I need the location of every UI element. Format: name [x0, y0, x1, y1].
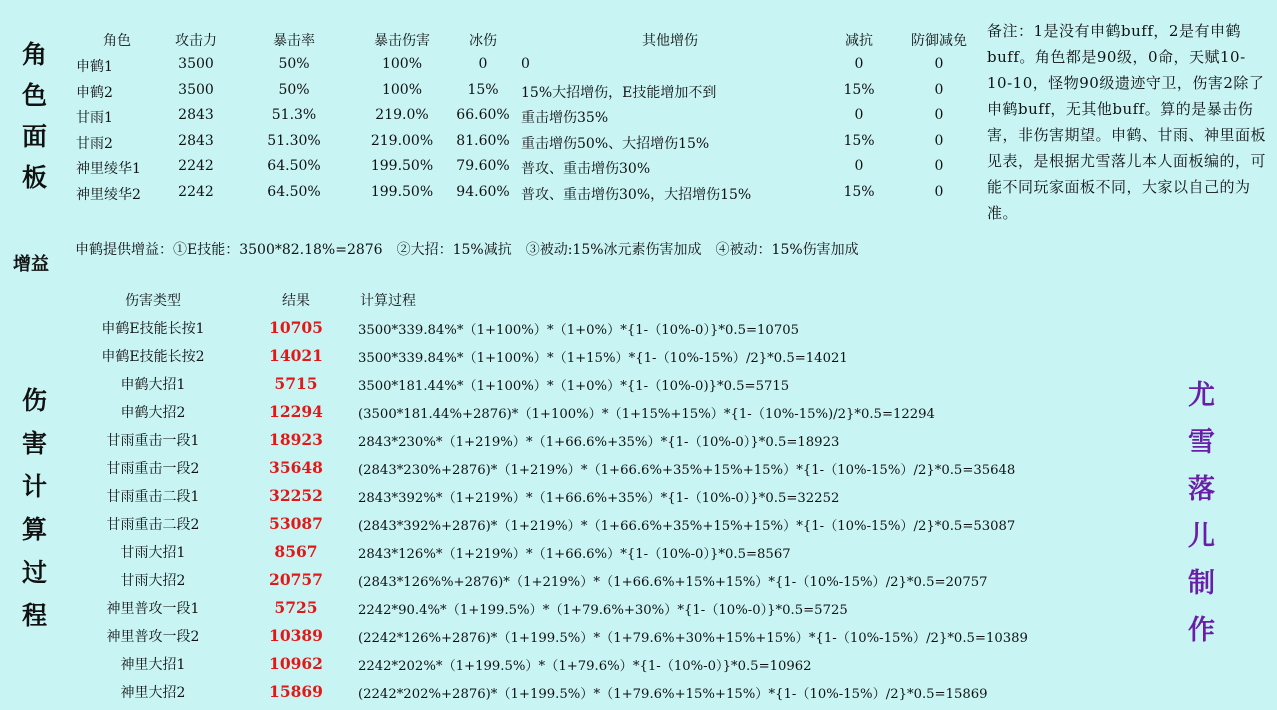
- stats-header-cell: 角色: [103, 33, 131, 49]
- stats-cell: 15%: [467, 81, 499, 98]
- panel-label-char: 角: [22, 40, 48, 69]
- stats-cell: 神里绫华1: [76, 161, 141, 177]
- calc-label-char: 程: [22, 601, 48, 630]
- damage-type: 神里大招2: [120, 685, 186, 701]
- stats-cell: 100%: [381, 81, 423, 98]
- author-char: 作: [1188, 615, 1215, 646]
- damage-formula: (2242*126%+2876)*（1+199.5%）*（1+79.6%+30%+15%+15%）*{1-（10%-15%）/2}*0.5=10389: [358, 631, 1028, 646]
- stats-header-cell: 其他增伤: [642, 33, 698, 49]
- stats-cell: 0: [934, 183, 944, 200]
- damage-type: 申鹤E技能长按1: [101, 321, 205, 337]
- damage-type: 甘雨重击一段2: [106, 461, 200, 477]
- damage-formula: (2843*230%+2876)*（1+219%）*（1+66.6%+35%+15%+15%）*{1-（10%-15%）/2}*0.5=35648: [358, 463, 1016, 478]
- author-char: 落: [1188, 474, 1215, 505]
- stats-cell: 0: [934, 107, 944, 123]
- damage-type: 申鹤E技能长按2: [101, 349, 205, 365]
- damage-header-cell: 计算过程: [360, 293, 416, 309]
- damage-formula: (2242*202%+2876)*（1+199.5%）*（1+79.6%+15%+15%）*{1-（10%-15%）/2}*0.5=15869: [358, 687, 988, 702]
- stats-cell: 51.3%: [271, 107, 317, 123]
- stats-cell: 2843: [178, 107, 214, 123]
- stats-cell: 2242: [178, 183, 214, 200]
- stats-cell: 79.60%: [456, 158, 510, 174]
- stats-header-cell: 防御减免: [911, 33, 967, 49]
- stats-cell: 申鹤2: [76, 84, 113, 101]
- stats-cell: 申鹤1: [76, 59, 113, 75]
- stats-cell: 219.00%: [370, 132, 434, 149]
- stats-cell: 50%: [278, 81, 310, 98]
- damage-type: 甘雨重击二段2: [106, 517, 200, 533]
- stats-cell: 199.50%: [370, 158, 434, 174]
- damage-formula: 2843*230%*（1+219%）*（1+66.6%+35%）*{1-（10%-0）}*0.5=18923: [358, 435, 840, 450]
- author-char: 制: [1188, 568, 1215, 599]
- damage-result: 10705: [269, 318, 323, 337]
- damage-type: 甘雨重击一段1: [106, 433, 200, 449]
- damage-result: 14021: [269, 346, 323, 365]
- stats-header-cell: 暴击伤害: [374, 33, 430, 49]
- damage-formula: (3500*181.44%+2876)*（1+100%）*（1+15%+15%）*{1-（10%-15%)/2}*0.5=12294: [358, 407, 935, 422]
- stats-cell: 81.60%: [456, 132, 510, 149]
- damage-result: 35648: [269, 458, 323, 477]
- stats-cell: 甘雨1: [76, 110, 113, 126]
- stats-cell: 2242: [178, 158, 214, 174]
- author-char: 雪: [1188, 427, 1215, 458]
- damage-type: 神里普攻一段1: [106, 601, 200, 617]
- stats-cell: 0: [934, 81, 944, 98]
- stats-cell: 0: [934, 132, 944, 149]
- stats-cell: 0: [521, 56, 530, 72]
- damage-formula: (2843*126%%+2876)*（1+219%）*（1+66.6%+15%+15%）*{1-（10%-15%）/2}*0.5=20757: [358, 575, 988, 590]
- stats-header-cell: 冰伤: [469, 33, 497, 49]
- damage-type: 申鹤大招2: [120, 405, 186, 421]
- stats-header-cell: 攻击力: [175, 33, 217, 49]
- author-signature: [1188, 372, 1215, 654]
- damage-type: 申鹤大招1: [120, 377, 186, 393]
- stats-cell: 重击增伤50%、大招增伤15%: [521, 135, 710, 152]
- stats-cell: 0: [854, 56, 864, 72]
- panel-side-label: [22, 42, 47, 190]
- stats-cell: 15%: [843, 183, 875, 200]
- stats-header-cell: 减抗: [845, 33, 873, 49]
- calc-label-char: 计: [22, 472, 48, 501]
- panel-label-char: 面: [22, 122, 48, 151]
- damage-result: 10389: [269, 626, 323, 645]
- stats-cell: 15%: [843, 81, 875, 98]
- stats-cell: 0: [854, 107, 864, 123]
- gain-side-label: 增益: [13, 254, 49, 275]
- stats-cell: 50%: [278, 56, 310, 72]
- damage-formula: 3500*181.44%*（1+100%）*（1+0%）*{1-（10%-0)}*0.5=5715: [358, 379, 790, 394]
- damage-header-cell: 结果: [282, 293, 310, 309]
- damage-result: 53087: [269, 514, 323, 533]
- stats-cell: 64.50%: [267, 158, 321, 174]
- stats-cell: 普攻、重击增伤30%: [521, 161, 651, 177]
- stats-cell: 199.50%: [370, 183, 434, 200]
- stats-cell: 0: [478, 56, 488, 72]
- calc-side-label: [22, 388, 47, 628]
- stats-cell: 219.0%: [375, 107, 429, 123]
- damage-result: 5715: [274, 374, 318, 393]
- damage-formula: 2242*202%*（1+199.5%）*（1+79.6%）*{1-（10%-0）}*0.5=10962: [358, 659, 812, 674]
- damage-result: 15869: [269, 682, 323, 701]
- stats-cell: 甘雨2: [76, 135, 113, 152]
- author-char: 尤: [1188, 380, 1215, 411]
- panel-label-char: 板: [22, 163, 48, 192]
- stats-cell: 15%: [843, 132, 875, 149]
- damage-type: 甘雨大招2: [120, 573, 186, 589]
- stats-cell: 神里绫华2: [76, 186, 141, 203]
- panel-label-char: 色: [22, 81, 48, 110]
- stats-cell: 3500: [178, 56, 214, 72]
- damage-type: 甘雨大招1: [120, 545, 186, 561]
- damage-header-cell: 伤害类型: [125, 293, 181, 309]
- damage-type: 甘雨重击二段1: [106, 489, 200, 505]
- damage-type: 神里普攻一段2: [106, 629, 200, 645]
- stats-cell: 3500: [178, 81, 214, 98]
- damage-result: 18923: [269, 430, 323, 449]
- notes-text: 备注：1是没有申鹤buff，2是有申鹤buff。角色都是90级，0命，天赋10-10-10，怪物90级遗迹守卫，伤害2除了申鹤buff，无其他buff。算的是暴击伤害，非伤害期望。申鹤、甘雨、神里面板见表，是根据尤雪落儿本人面板编的，可能不同玩家面板不同，大家以自己的为准。: [987, 22, 1267, 222]
- damage-result: 8567: [274, 542, 318, 561]
- stats-cell: 0: [934, 158, 944, 174]
- stats-cell: 普攻、重击增伤30%，大招增伤15%: [521, 186, 752, 203]
- damage-result: 5725: [274, 598, 318, 617]
- calc-label-char: 算: [22, 515, 48, 544]
- damage-type: 神里大招1: [120, 657, 186, 673]
- stats-cell: 0: [854, 158, 864, 174]
- damage-result: 20757: [269, 570, 323, 589]
- calc-label-char: 害: [22, 429, 48, 458]
- stats-cell: 重击增伤35%: [521, 110, 609, 126]
- damage-formula: 2242*90.4%*（1+199.5%）*（1+79.6%+30%）*{1-（10%-0）}*0.5=5725: [358, 603, 848, 618]
- author-char: 儿: [1188, 521, 1215, 552]
- damage-formula: 2843*126%*（1+219%）*（1+66.6%）*{1-（10%-0）}*0.5=8567: [358, 547, 791, 562]
- stats-cell: 51.30%: [267, 132, 321, 149]
- gain-text: 申鹤提供增益：①E技能：3500*82.18%=2876 ②大招：15%减抗 ③被动:15%冰元素伤害加成 ④被动：15%伤害加成: [75, 242, 859, 258]
- stats-header-cell: 暴击率: [273, 33, 315, 49]
- damage-formula: 3500*339.84%*（1+100%）*（1+15%）*{1-（10%-15%）/2}*0.5=14021: [358, 351, 848, 366]
- stats-cell: 100%: [381, 56, 423, 72]
- stats-cell: 94.60%: [456, 183, 510, 200]
- stats-cell: 66.60%: [456, 107, 510, 123]
- damage-formula: (2843*392%+2876)*（1+219%）*（1+66.6%+35%+15%+15%）*{1-（10%-15%）/2}*0.5=53087: [358, 519, 1016, 534]
- stats-cell: 0: [934, 56, 944, 72]
- damage-result: 10962: [269, 654, 323, 673]
- calc-label-char: 过: [22, 558, 48, 587]
- damage-result: 12294: [269, 402, 323, 421]
- calc-label-char: 伤: [22, 386, 48, 415]
- stats-cell: 64.50%: [267, 183, 321, 200]
- damage-formula: 3500*339.84%*（1+100%）*（1+0%）*{1-（10%-0）}*0.5=10705: [358, 323, 799, 338]
- damage-result: 32252: [269, 486, 323, 505]
- stats-cell: 2843: [178, 132, 214, 149]
- damage-formula: 2843*392%*（1+219%）*（1+66.6%+35%）*{1-（10%-0）}*0.5=32252: [358, 491, 840, 506]
- stats-cell: 15%大招增伤，E技能增加不到: [521, 84, 717, 101]
